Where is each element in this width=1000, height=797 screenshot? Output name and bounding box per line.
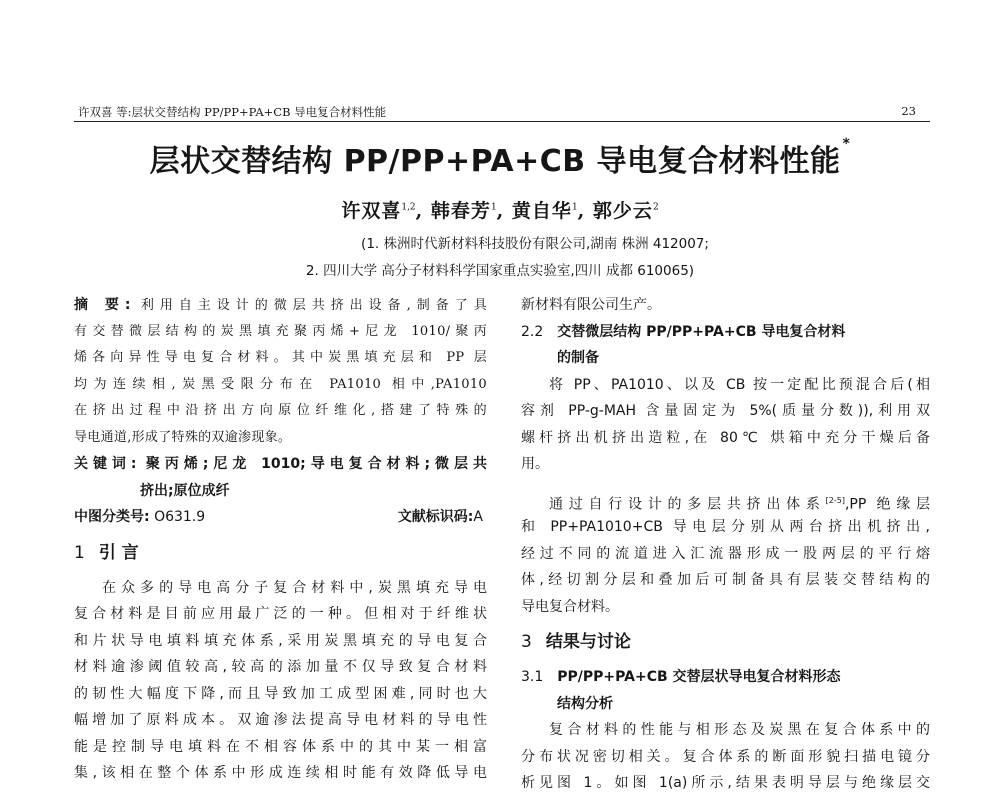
article-title bbox=[0, 136, 1000, 180]
abstract-line: 烯各向异性导电复合材料。其中炭黑填充层和 PP 层 bbox=[74, 350, 487, 365]
doc-code-label: 文献标识码: bbox=[397, 509, 474, 525]
keywords-label: 关键词: bbox=[74, 456, 137, 472]
section-number: 1 bbox=[74, 542, 85, 563]
body-line: 的韧性大幅度下降,而且导致加工成型困难,同时也大 bbox=[74, 685, 487, 702]
body-line: 经过不同的流道进入汇流器形成一股两层的平行熔 bbox=[521, 545, 930, 562]
subsection-heading bbox=[521, 664, 930, 691]
author-name: 许双喜 bbox=[341, 200, 402, 222]
author-affil-sup: 1,2 bbox=[401, 202, 416, 213]
citation: [2-5] bbox=[825, 495, 845, 505]
page-number: 23 bbox=[901, 104, 916, 118]
article-title-text: 层状交替结构 PP/PP+PA+CB 导电复合材料性能 bbox=[149, 144, 841, 179]
author-affil-sup: 1 bbox=[571, 202, 578, 213]
subsection-title: 交替微层结构 PP/PP+PA+CB 导电复合材料 bbox=[557, 323, 846, 340]
body-line: 复合材料是目前应用最广泛的一种。但相对于纤维状 bbox=[74, 606, 487, 622]
abstract-line: 均为连续相,炭黑受限分布在 PA1010 相中,PA1010 bbox=[74, 376, 487, 392]
body-line: 能是控制导电填料在不相容体系中的其中某一相富 bbox=[74, 738, 487, 755]
author-name: 郭少云 bbox=[592, 200, 653, 222]
body-line: 析见图 1。如图 1(a)所示,结果表明导层与绝缘层交 bbox=[521, 775, 930, 791]
body-line: 材料逾渗阈值较高,较高的添加量不仅导致复合材料 bbox=[74, 659, 487, 675]
abstract-label: 摘 要: bbox=[74, 297, 131, 313]
keywords-line: 挤出;原位成纤 bbox=[140, 482, 230, 499]
left-column bbox=[74, 292, 487, 787]
body-line: 将 PP、PA1010、以及 CB 按一定配比预混合后(相 bbox=[549, 376, 930, 393]
author-name: 黄自华 bbox=[511, 200, 572, 222]
abstract-line: 导电通道,形成了特殊的双逾渗现象。 bbox=[74, 429, 292, 445]
body-line: 用。 bbox=[521, 456, 549, 472]
body-line: 分布状况密切相关。复合体系的断面形貌扫描电镜分 bbox=[521, 748, 930, 765]
abstract-line: 在挤出过程中沿挤出方向原位纤维化,搭建了特殊的 bbox=[74, 403, 487, 418]
subsection-title: PP/PP+PA+CB 交替层状导电复合材料形态 bbox=[557, 669, 841, 685]
section-title: 结果与讨论 bbox=[545, 632, 631, 652]
abstract-line: 摘 要: 利用自主设计的微层共挤出设备,制备了具 bbox=[74, 297, 487, 313]
affiliation-1: (1. 株洲时代新材料科技股份有限公司,湖南 株洲 412007; bbox=[361, 236, 709, 252]
body-line: 集,该相在整个体系中形成连续相时能有效降低导电 bbox=[74, 765, 487, 781]
body-line: 体,经切割分层和叠加后可制备具有层装交替结构的 bbox=[521, 572, 930, 588]
subsection-number: 3.1 bbox=[521, 669, 544, 685]
clc-label: 中图分类号: bbox=[74, 509, 150, 525]
body-line: 螺杆挤出机挤出造粒,在 80℃ 烘箱中充分干燥后备 bbox=[521, 429, 930, 446]
title-footnote-mark: * bbox=[842, 136, 851, 152]
body-line: 在众多的导电高分子复合材料中,炭黑填充导电 bbox=[102, 579, 487, 596]
subsection-heading-cont: 结构分析 bbox=[557, 695, 613, 712]
body-line: 容剂 PP-g-MAH 含量固定为 5%(质量分数)),利用双 bbox=[521, 403, 930, 419]
subsection-heading bbox=[521, 319, 930, 346]
section-number: 3 bbox=[521, 632, 532, 652]
author-affil-sup: 1 bbox=[490, 202, 497, 213]
doc-code-value: A bbox=[473, 509, 483, 525]
body-line: 通过自行设计的多层共挤出体系[2-5],PP 绝缘层 bbox=[549, 495, 930, 513]
subsection-heading-cont: 的制备 bbox=[557, 350, 599, 366]
body-line: 和片状导电填料填充体系,采用炭黑填充的导电复合 bbox=[74, 632, 487, 649]
author-separator: , bbox=[577, 200, 586, 222]
abstract-line: 有交替微层结构的炭黑填充聚丙烯+尼龙 1010/聚丙 bbox=[74, 323, 487, 339]
body-line: 导电复合材料。 bbox=[521, 598, 619, 615]
body-line: 和 PP+PA1010+CB 导电层分别从两台挤出机挤出, bbox=[521, 519, 930, 535]
author-separator: , bbox=[496, 200, 505, 222]
author-list bbox=[0, 196, 1000, 223]
body-line: 幅增加了原料成本。双逾渗法提高导电材料的导电性 bbox=[74, 712, 487, 728]
right-column bbox=[521, 292, 930, 797]
clc-value: O631.9 bbox=[154, 509, 206, 525]
subsection-number: 2.2 bbox=[521, 323, 544, 340]
author-name: 韩春芳 bbox=[430, 200, 491, 222]
author-separator: , bbox=[415, 200, 424, 222]
author-affil-sup: 2 bbox=[652, 202, 659, 213]
body-line: 新材料有限公司生产。 bbox=[521, 297, 661, 313]
keywords-line: 关键词: 聚丙烯;尼龙 1010;导电复合材料;微层共 bbox=[74, 456, 487, 472]
section-heading bbox=[521, 620, 930, 664]
classification-line bbox=[74, 504, 487, 531]
section-heading bbox=[74, 531, 487, 575]
section-title: 引 言 bbox=[98, 542, 139, 563]
affiliation-2: 2. 四川大学 高分子材料科学国家重点实验室,四川 成都 610065) bbox=[305, 263, 695, 279]
running-head-title: 许双喜 等:层状交替结构 PP/PP+PA+CB 导电复合材料性能 bbox=[78, 105, 387, 119]
running-head bbox=[74, 100, 930, 122]
body-line: 复合材料的性能与相形态及炭黑在复合体系中的 bbox=[549, 722, 930, 738]
